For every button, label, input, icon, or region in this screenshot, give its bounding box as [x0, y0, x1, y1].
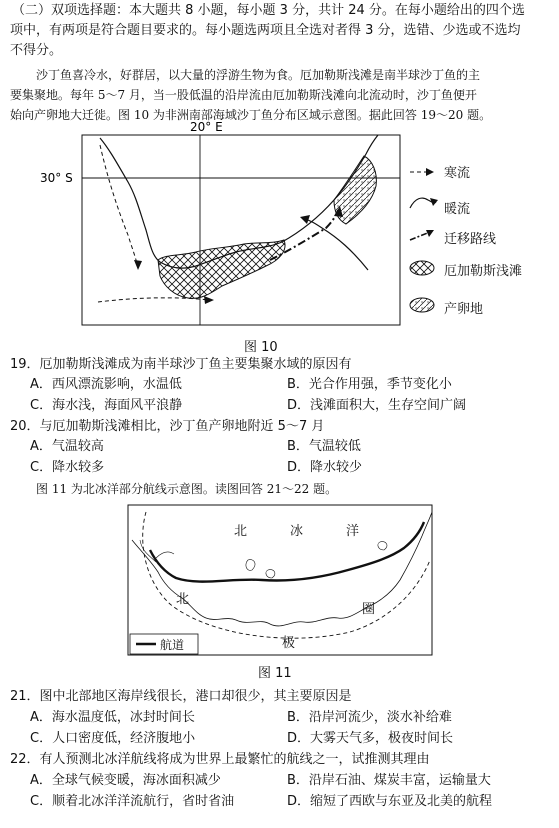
q21-option-c: C．人口密度低，经济腹地小 [30, 731, 196, 746]
q21-option-b: B．沿岸河流少，淡水补给难 [287, 710, 452, 725]
q20-option-b: B．气温较低 [287, 439, 361, 454]
q22-option-c: C．顺着北冰洋洋流航行，省时省油 [30, 794, 235, 809]
legend-shipping-route: 航道 [160, 638, 185, 652]
passage2: 图 11 为北冰洋部分航线示意图。读图回答 21～22 题。 [36, 482, 338, 496]
figure-11 [0, 500, 559, 660]
ocean-label-2: 冰 [290, 524, 304, 539]
q20-option-a: A．气温较高 [30, 439, 104, 454]
arctic-circle [143, 512, 430, 638]
map-frame [82, 135, 400, 325]
q20-option-d: D．降水较少 [287, 460, 363, 475]
legend-spawning-ground: 产卵地 [444, 302, 484, 317]
q19-option-d: D．浅滩面积大，生存空间广阔 [287, 398, 467, 413]
q22-option-d: D．缩短了西欧与东亚及北美的航程 [287, 794, 493, 809]
q21-stem: 21．图中北部地区海岸线很长，港口却很少，其主要原因是 [10, 689, 352, 704]
circle-label-2: 极 [282, 636, 296, 651]
section-heading-line-3: 不得分。 [10, 43, 63, 58]
figure-10-caption: 图 10 [244, 340, 278, 355]
q19-option-a: A．西风漂流影响，水温低 [30, 377, 182, 392]
ocean-label-3: 洋 [346, 524, 360, 539]
q20-stem: 20．与厄加勒斯浅滩相比，沙丁鱼产卵地附近 5～7 月 [10, 419, 325, 434]
shipping-route [150, 522, 424, 582]
lat-label: 30° S [40, 171, 73, 185]
figure-11-map [0, 500, 559, 660]
agulhas-bank [158, 240, 285, 298]
legend-cold-current: 寒流 [444, 166, 471, 181]
legend-migration-route: 迁移路线 [444, 232, 497, 247]
figure-10 [0, 120, 559, 340]
q21-option-a: A．海水温度低，冰封时间长 [30, 710, 195, 725]
passage1-line-2: 要集聚地。每年 5～7 月，当一股低温的沿岸流由厄加勒斯浅滩向北流动时，沙丁鱼便开 [10, 88, 477, 102]
circle-label-1: 北 [176, 592, 190, 607]
warm-current [302, 218, 368, 270]
q22-option-a: A．全球气候变暖，海冰面积减少 [30, 773, 221, 788]
q20-option-c: C．降水较多 [30, 460, 105, 475]
q22-stem: 22．有人预测北冰洋航线将成为世界上最繁忙的航线之一，试推测其理由 [10, 752, 430, 767]
circle-label-3: 圈 [362, 602, 376, 617]
lon-label: 20° E [190, 120, 223, 134]
q19-option-c: C．海水浅，海面风平浪静 [30, 398, 183, 413]
ocean-label-1: 北 [234, 524, 248, 539]
q21-option-d: D．大雾天气多，极夜时间长 [287, 731, 454, 746]
section-heading-line-1: （二）双项选择题：本大题共 8 小题，每小题 3 分，共计 24 分。在每小题给出的四个选 [12, 3, 525, 18]
cold-current-west [100, 145, 138, 268]
passage1-line-3: 始向产卵地大迁徙。图 10 为非洲南部海域沙丁鱼分布区域示意图。据此回答 19～20 题。 [10, 108, 492, 122]
q22-option-b: B．沿岸石油、煤炭丰富，运输量大 [287, 773, 491, 788]
passage1-line-1: 沙丁鱼喜冷水，好群居，以大量的浮游生物为食。厄加勒斯浅滩是南半球沙丁鱼的主 [36, 68, 481, 82]
legend-agulhas-bank: 厄加勒斯浅滩 [444, 264, 523, 279]
q19-stem: 19．厄加勒斯浅滩成为南半球沙丁鱼主要集聚水域的原因有 [10, 357, 352, 372]
section-heading-line-2: 项中，有两项是符合题目要求的。每小题选两项且全选对者得 3 分，选错、少选或不选均 [10, 23, 521, 38]
figure-11-caption: 图 11 [258, 666, 292, 681]
q19-option-b: B．光合作用强，季节变化小 [287, 377, 452, 392]
legend-warm-current: 暖流 [444, 202, 471, 217]
